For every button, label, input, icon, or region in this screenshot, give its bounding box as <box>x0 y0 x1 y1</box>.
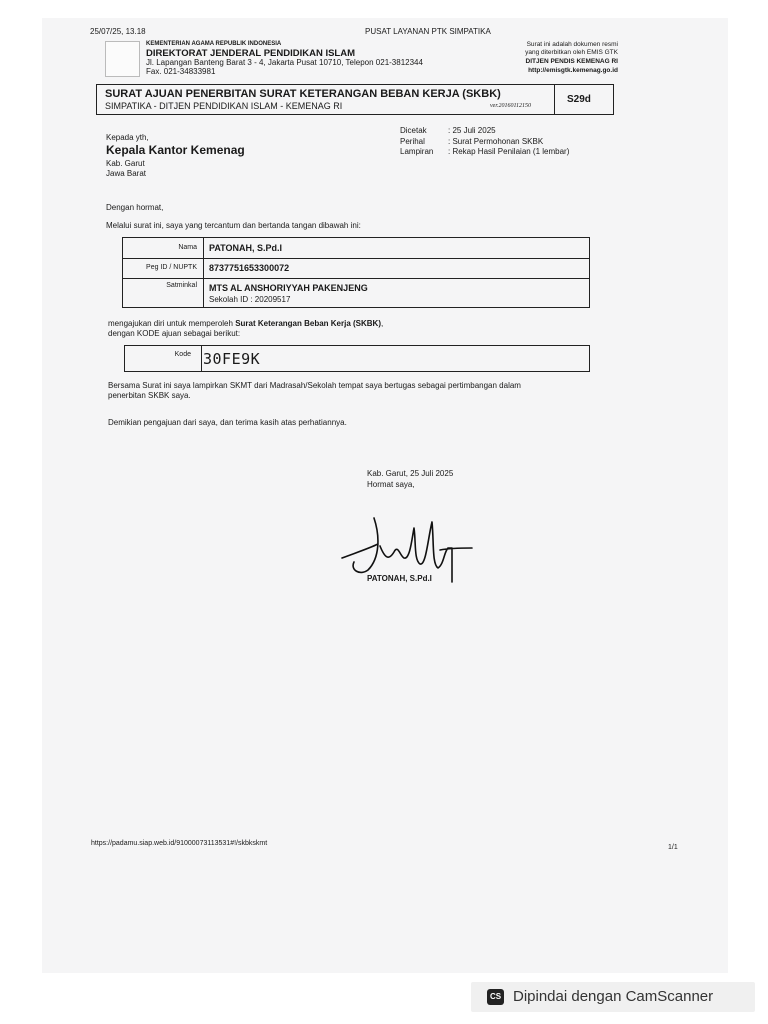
intro-text: Melalui surat ini, saya yang tercantum dan bertanda tangan dibawah ini: <box>106 221 361 230</box>
ministry-logo <box>105 41 140 77</box>
camscanner-text: Dipindai dengan CamScanner <box>513 988 714 1005</box>
name-value: PATONAH, S.Pd.I <box>209 243 283 253</box>
salutation: Dengan hormat, <box>106 203 164 212</box>
kode-box <box>124 345 590 372</box>
title-box-divider <box>554 85 555 114</box>
footer-url: https://padamu.siap.web.id/91000073113531#!/skbkskmt <box>91 840 268 847</box>
table-row-divider <box>123 278 589 279</box>
recipient-city: Kab. Garut <box>106 159 145 168</box>
table-row-divider <box>123 258 589 259</box>
kode-label: Kode <box>174 351 191 358</box>
form-code: S29d <box>567 94 591 105</box>
signature-regards: Hormat saya, <box>367 480 415 489</box>
document-note-line-2: yang diterbitkan oleh EMIS GTK <box>525 49 618 56</box>
printed-label: Dicetak <box>400 126 427 135</box>
title-box <box>96 84 614 115</box>
recipient-name: Kepala Kantor Kemenag <box>106 143 245 157</box>
table-column-divider <box>203 238 204 307</box>
id-value: 8737751653300072 <box>209 263 290 273</box>
attachment-value: : Rekap Hasil Penilaian (1 lembar) <box>448 147 570 156</box>
header-title: PUSAT LAYANAN PTK SIMPATIKA <box>365 27 491 36</box>
request-line-2: dengan KODE ajuan sebagai berikut: <box>108 329 241 338</box>
document-note-line-3: DITJEN PENDIS KEMENAG RI <box>525 58 618 65</box>
id-label: Peg ID / NUPTK <box>146 264 197 271</box>
subject-value: : Surat Permohonan SKBK <box>448 137 544 146</box>
print-datetime: 25/07/25, 13.18 <box>90 27 146 36</box>
page-number: 1/1 <box>668 844 678 851</box>
name-label: Nama <box>178 244 197 251</box>
document-note-url: http://emisgtk.kemenag.go.id <box>528 67 618 74</box>
document-title: SURAT AJUAN PENERBITAN SURAT KETERANGAN BEBAN KERJA (SKBK) <box>105 88 501 100</box>
signature-place-date: Kab. Garut, 25 Juli 2025 <box>367 469 454 478</box>
subject-label: Perihal <box>400 137 425 146</box>
directorate-fax: Fax. 021-34833981 <box>146 67 216 76</box>
attachment-line-1: Bersama Surat ini saya lampirkan SKMT dari Madrasah/Sekolah tempat saya bertugas sebagai pertimbangan dalam <box>108 381 521 390</box>
kode-divider <box>201 346 202 371</box>
kode-value: 30FE9K <box>203 350 261 368</box>
document-subtitle: SIMPATIKA - DITJEN PENDIDIKAN ISLAM - KEMENAG RI <box>105 101 343 111</box>
directorate-name: DIREKTORAT JENDERAL PENDIDIKAN ISLAM <box>146 48 356 59</box>
school-id: Sekolah ID : 20209517 <box>209 295 291 304</box>
document-version: ver.20160112150 <box>490 103 532 109</box>
directorate-address: Jl. Lapangan Banteng Barat 3 - 4, Jakarta Pusat 10710, Telepon 021-3812344 <box>146 58 423 67</box>
school-label: Satminkal <box>166 282 197 289</box>
school-value: MTS AL ANSHORIYYAH PAKENJENG <box>209 283 368 293</box>
attachment-label: Lampiran <box>400 147 434 156</box>
camscanner-watermark <box>471 982 755 1012</box>
request-line-1: mengajukan diri untuk memperoleh Surat Keterangan Beban Kerja (SKBK), <box>108 319 384 328</box>
signer-name: PATONAH, S.Pd.I <box>367 574 432 583</box>
closing-text: Demikian pengajuan dari saya, dan terima kasih atas perhatiannya. <box>108 418 347 427</box>
recipient-province: Jawa Barat <box>106 169 147 178</box>
identity-table <box>122 237 590 308</box>
printed-value: : 25 Juli 2025 <box>448 126 496 135</box>
recipient-greeting: Kepada yth, <box>106 133 149 142</box>
ministry-name: KEMENTERIAN AGAMA REPUBLIK INDONESIA <box>146 41 282 47</box>
document-note-line-1: Surat ini adalah dokumen resmi <box>526 41 618 48</box>
attachment-line-2: penerbitan SKBK saya. <box>108 391 191 400</box>
camscanner-icon: CS <box>487 989 504 1005</box>
